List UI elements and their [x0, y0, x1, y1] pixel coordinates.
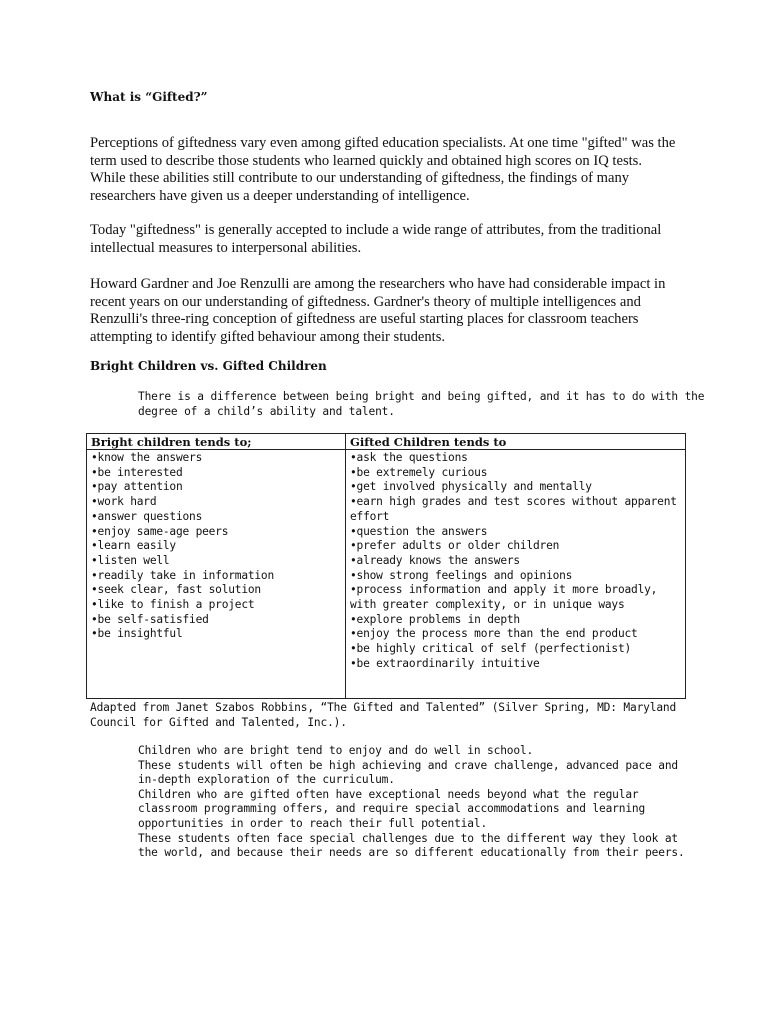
list-item: • be interested: [91, 466, 341, 481]
closing-paragraph: Children who are bright tend to enjoy and do well in school.: [138, 744, 534, 757]
paragraph-today: Today "giftedness" is generally accepted to include a wide range of attributes, from the traditional intellectual measures to interpersonal abilities.: [90, 222, 662, 256]
list-item: • be extraordinarily intuitive: [350, 657, 681, 672]
list-item: • process information and apply it more broadly, with greater complexity, or in unique ways: [350, 583, 681, 612]
list-item: • be extremely curious: [350, 466, 681, 481]
list-item: • be self-satisfied: [91, 613, 341, 628]
document-title: What is “Gifted?”: [90, 90, 208, 104]
gifted-column: [346, 434, 685, 698]
list-item: • readily take in information: [91, 569, 341, 584]
source-citation: Adapted from Janet Szabos Robbins, “The Gifted and Talented” (Silver Spring, MD: Maryland Council for Gifted and Talented, Inc.).: [90, 701, 677, 729]
list-item: • like to finish a project: [91, 598, 341, 613]
list-item: • enjoy same-age peers: [91, 525, 341, 540]
bright-column: [87, 434, 346, 698]
gifted-list: [346, 450, 685, 672]
list-item: • work hard: [91, 495, 341, 510]
list-item: • explore problems in depth: [350, 613, 681, 628]
list-item: • be insightful: [91, 627, 341, 642]
list-item: • know the answers: [91, 451, 341, 466]
bright-list: [87, 450, 345, 642]
list-item: • learn easily: [91, 539, 341, 554]
list-item: • already knows the answers: [350, 554, 681, 569]
list-item: • be highly critical of self (perfectionist): [350, 642, 681, 657]
comparison-table: [86, 433, 686, 699]
list-item: • listen well: [91, 554, 341, 569]
list-item: • pay attention: [91, 480, 341, 495]
paragraph-researchers: Howard Gardner and Joe Renzulli are among the researchers who have had considerable impact in recent years on our understanding of giftedness. Gardner's theory of multiple intelligences and Renzulli's three-ring conception of giftedness are useful starting places for classroom teachers attempting to identify gifted behaviour among their students.: [90, 276, 666, 345]
list-item: • ask the questions: [350, 451, 681, 466]
list-item: • get involved physically and mentally: [350, 480, 681, 495]
list-item: • seek clear, fast solution: [91, 583, 341, 598]
closing-paragraph: These students often face special challenges due to the different way they look at the world, and because their needs are so different educationally from their peers.: [138, 831, 685, 860]
list-item: • earn high grades and test scores without apparent effort: [350, 495, 681, 524]
list-item: • question the answers: [350, 525, 681, 540]
closing-paragraph: These students will often be high achieving and crave challenge, advanced pace and in-depth exploration of the curriculum.: [138, 758, 679, 787]
paragraph-perceptions: Perceptions of giftedness vary even among gifted education specialists. At one time "gifted" was the term used to describe those students who learned quickly and obtained high scores on IQ tests. While these abilities still contribute to our understanding of giftedness, the findings of many researchers have given us a deeper understanding of intelligence.: [90, 135, 676, 204]
section-heading: Bright Children vs. Gifted Children: [90, 359, 327, 373]
list-item: • answer questions: [91, 510, 341, 525]
list-item: • enjoy the process more than the end product: [350, 627, 681, 642]
list-item: • prefer adults or older children: [350, 539, 681, 554]
closing-section: [90, 744, 690, 861]
intro-paragraph: There is a difference between being bright and being gifted, and it has to do with the degree of a child’s ability and talent.: [138, 390, 705, 418]
closing-paragraph: Children who are gifted often have exceptional needs beyond what the regular classroom programming offers, and require special accommodations and learning opportunities in order to reach their full potential.: [138, 787, 646, 830]
list-item: • show strong feelings and opinions: [350, 569, 681, 584]
gifted-column-header: Gifted Children tends to: [346, 434, 685, 450]
bright-column-header: Bright children tends to;: [87, 434, 345, 450]
